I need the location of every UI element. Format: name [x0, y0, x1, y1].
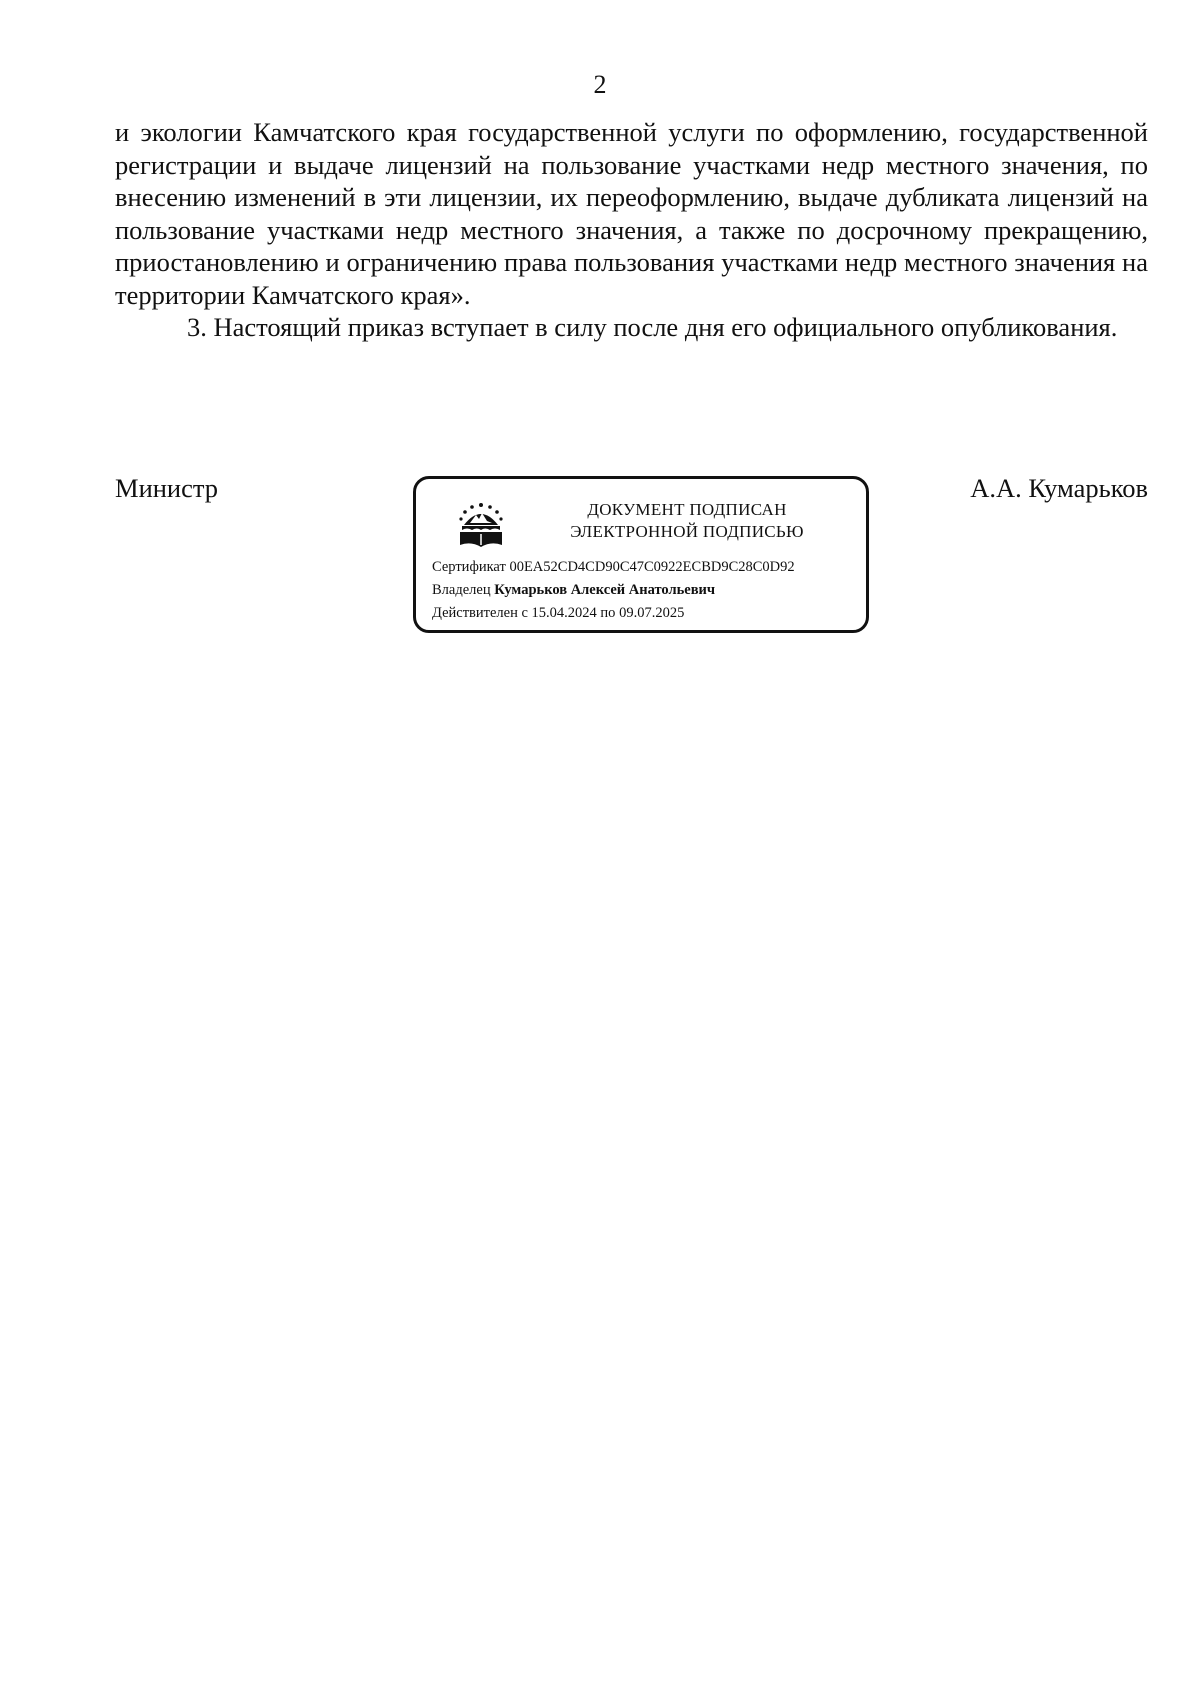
valid-to-label: по: [600, 605, 616, 621]
stamp-title-line-2: ЭЛЕКТРОННОЙ ПОДПИСЬЮ: [570, 522, 804, 541]
signer-name: А.А. Кумарьков: [970, 473, 1148, 503]
document-body: [115, 116, 1148, 344]
valid-label: Действителен с: [432, 605, 528, 621]
stamp-title-line-1: ДОКУМЕНТ ПОДПИСАН: [587, 500, 787, 519]
stamp-title: [522, 499, 852, 543]
certificate-value: 00EA52CD4CD90C47C0922ECBD9C28C0D92: [509, 559, 795, 575]
signer-position: Министр: [115, 473, 219, 503]
certificate-line: [432, 558, 795, 576]
coat-of-arms-icon: [454, 499, 508, 551]
paragraph-continuation: и экологии Камчатского края государственной услуги по оформлению, государственной регистрации и выдаче лицензий на пользование участками недр местного значения, по внесению изменений в эти лицензии, их переоформлению, выдаче дубликата лицензий на пользование участками недр местного значения, а также по досрочному прекращению, приостановлению и ограничению права пользования участками недр местного значения на территории Камчатского края».: [115, 117, 1148, 310]
electronic-signature-stamp: [413, 476, 869, 633]
validity-line: [432, 604, 684, 622]
certificate-label: Сертификат: [432, 559, 506, 575]
valid-from: 15.04.2024: [531, 605, 597, 621]
owner-value: Кумарьков Алексей Анатольевич: [494, 582, 716, 598]
owner-line: [432, 581, 715, 599]
valid-to: 09.07.2025: [619, 605, 685, 621]
owner-label: Владелец: [432, 582, 491, 598]
page-number: 2: [593, 70, 607, 99]
paragraph-clause-3: 3. Настоящий приказ вступает в силу после дня его официального опубликования.: [187, 312, 1118, 342]
